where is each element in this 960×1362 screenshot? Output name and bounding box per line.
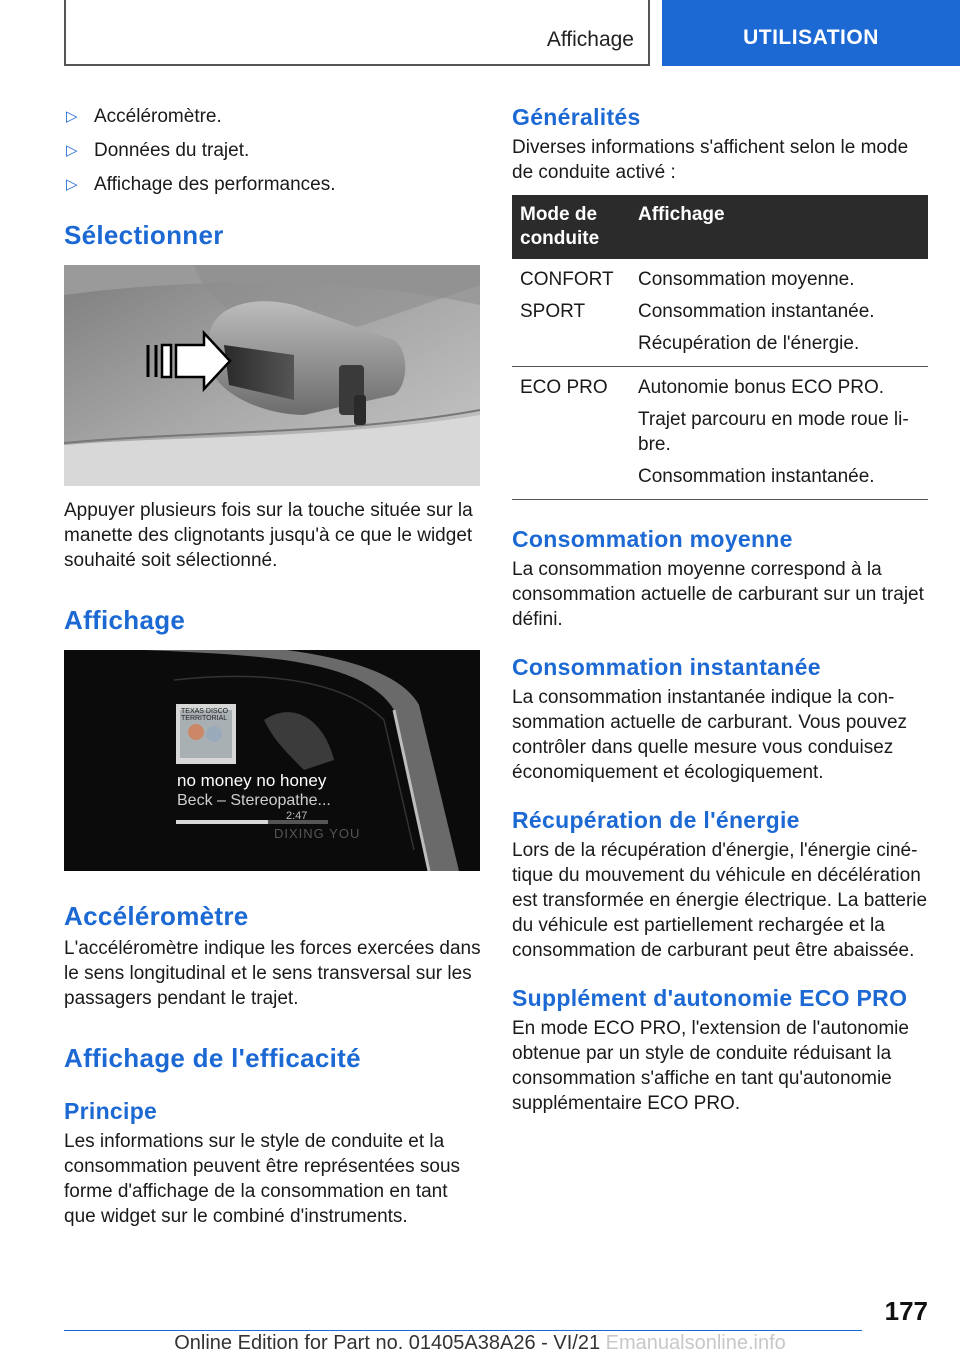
heading-energy-recuperation: Récupération de l'énergie	[512, 807, 800, 833]
table-cell-display: Consommation moyenne. Consommation instantanée. Récupération de l'énergie.	[630, 259, 928, 367]
principle-paragraph: Les informations sur le style de conduite et la consommation peuvent être représentées sous forme d'affichage de la consommation en tant que widget sur le combiné d'instruments.	[64, 1131, 461, 1227]
heading-principle: Principe	[64, 1098, 158, 1124]
select-paragraph: Appuyer plusieurs fois sur la touche située sur la manette des clignotants jusqu'à ce que le widget souhaité soit sélectionné.	[64, 500, 473, 571]
stalk-button-image	[64, 265, 480, 486]
eco-pro-paragraph: En mode ECO PRO, l'extension de l'autonomie obtenue par un style de conduite réduisant la consommation s'affiche en tant qu'autonomie supplémentaire ECO PRO.	[512, 1018, 909, 1114]
background-text: DIXING YOU	[274, 826, 361, 841]
general-paragraph: Diverses informations s'affichent selon le mode de conduite activé :	[512, 137, 909, 183]
album-cover-text: TEXAS DISCO TERRITORIAL	[181, 708, 229, 722]
triangle-bullet-icon: ▷	[66, 176, 78, 193]
heading-instant-consumption: Consommation instantanée	[512, 654, 821, 680]
cluster-illustration	[64, 650, 480, 871]
footer-edition: Online Edition for Part no. 01405A38A26 - VI/21 Emanualsonline.info	[174, 1332, 786, 1354]
table-header-display: Affichage	[630, 195, 928, 259]
track-artist: Beck – Stereopathe...	[177, 792, 331, 809]
table-header-row	[512, 195, 928, 259]
header-section-title: Affichage	[546, 28, 634, 51]
header-chapter-tab[interactable]: UTILISATION	[662, 0, 960, 66]
table-header-mode: Mode de conduite	[512, 195, 630, 259]
watermark: Emanualsonline.info	[605, 1332, 786, 1354]
page-number: 177	[884, 1296, 928, 1326]
table-row	[512, 367, 928, 500]
heading-accelerometer: Accéléromètre	[64, 901, 249, 931]
track-time: 2:47	[286, 810, 308, 822]
stalk-illustration	[64, 265, 480, 486]
heading-eco-pro-bonus: Supplément d'autonomie ECO PRO	[512, 985, 908, 1011]
list-item: ▷ Données du trajet.	[64, 134, 482, 168]
triangle-bullet-icon: ▷	[66, 108, 78, 125]
triangle-bullet-icon: ▷	[66, 142, 78, 159]
list-item: ▷ Affichage des performances.	[64, 168, 482, 202]
table-cell-modes: CONFORT SPORT	[512, 259, 630, 367]
track-title: no money no honey	[177, 771, 327, 790]
footer-divider	[64, 1330, 862, 1331]
right-column	[512, 100, 930, 1116]
instant-consumption-paragraph: La consommation instantanée indique la consommation actuelle de carburant. Vous pouvez contrôler dans quelle mesure vous conduisez économiquement et écologiquement.	[512, 687, 908, 783]
average-consumption-paragraph: La consommation moyenne correspond à la consommation actuelle de carburant sur un trajet défini.	[512, 559, 924, 630]
list-item: ▷ Accéléromètre.	[64, 100, 482, 134]
energy-recuperation-paragraph: Lors de la récupération d'énergie, l'énergie cinétique du mouvement du véhicule en décélération est transformée en énergie électrique. La batterie du véhicule est partiellement rechargée et la consommation de carburant peut être abaissée.	[512, 840, 928, 961]
heading-average-consumption: Consommation moyenne	[512, 526, 793, 552]
widget-list	[64, 100, 482, 202]
heading-display: Affichage	[64, 605, 186, 635]
cluster-display-image	[64, 650, 480, 871]
driving-mode-table	[512, 195, 928, 500]
heading-efficiency: Affichage de l'efficacité	[64, 1043, 361, 1073]
accelerometer-paragraph: L'accéléromètre indique les forces exercées dans le sens longitudinal et le sens transversal sur les passagers pendant le trajet.	[64, 938, 481, 1009]
left-column	[64, 100, 482, 1229]
table-cell-display: Autonomie bonus ECO PRO. Trajet parcouru en mode roue libre. Consommation instantanée.	[630, 367, 928, 500]
table-cell-modes: ECO PRO	[512, 367, 630, 500]
table-row	[512, 259, 928, 367]
heading-general: Généralités	[512, 104, 641, 130]
heading-select: Sélectionner	[64, 220, 224, 250]
